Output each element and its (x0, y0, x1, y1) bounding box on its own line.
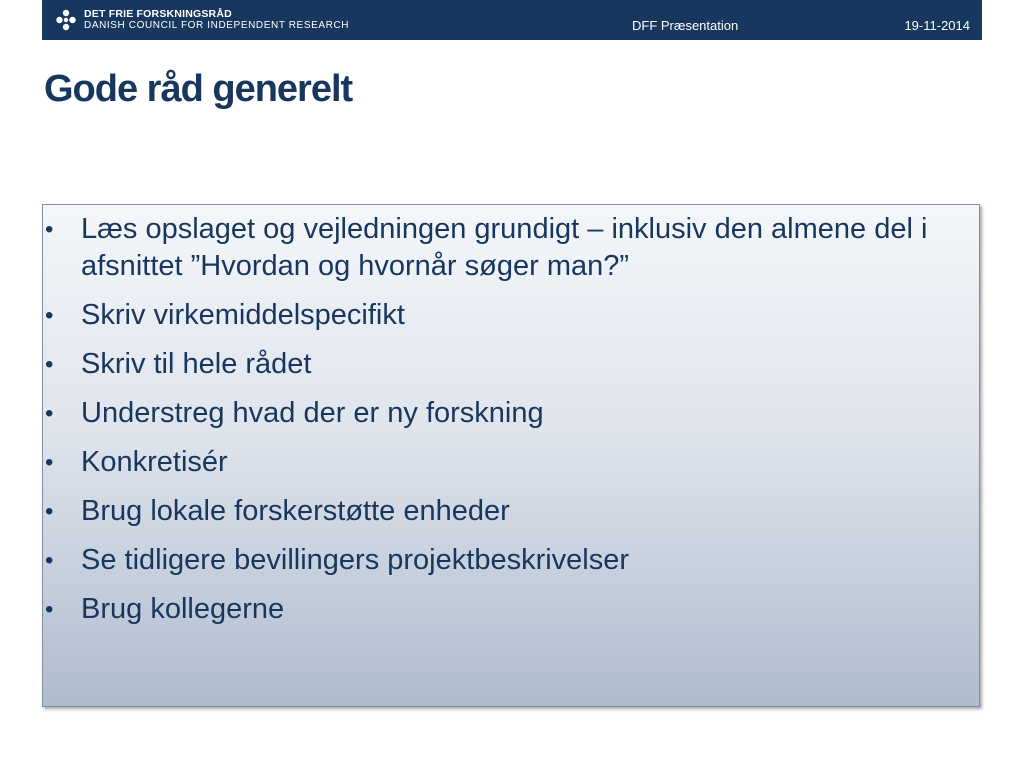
bullet-item (43, 346, 941, 383)
dff-logo (54, 6, 349, 34)
bullet-item (43, 395, 941, 432)
bullet-item (43, 542, 941, 579)
bullet-icon: • (45, 547, 54, 574)
bullet-text: Brug kollegerne (81, 593, 285, 625)
bullet-icon: • (45, 216, 54, 243)
bullet-text: Understreg hvad der er ny forskning (81, 397, 544, 429)
bullet-list (43, 205, 979, 628)
presentation-name: DFF Præsentation (632, 18, 739, 33)
slide-title: Gode råd generelt (44, 68, 353, 110)
bullet-icon: • (45, 400, 54, 427)
logo-subtitle: DANISH COUNCIL FOR INDEPENDENT RESEARCH (84, 20, 350, 31)
bullet-text: Skriv virkemiddelspecifikt (81, 299, 405, 331)
bullet-icon: • (45, 596, 54, 623)
bullet-icon: • (45, 498, 54, 525)
bullet-icon: • (45, 351, 54, 378)
bullet-text: Konkretisér (81, 446, 228, 478)
bullet-item (43, 211, 941, 285)
logo-title: DET FRIE FORSKNINGSRÅD (84, 8, 232, 20)
bullet-text: Se tidligere bevillingers projektbeskrivelser (81, 544, 630, 576)
presentation-date: 19-11-2014 (904, 18, 970, 33)
bullet-text: Læs opslaget og vejledningen grundigt – inklusiv den almene del i afsnittet ”Hvordan og hvornår søger man?” (81, 213, 928, 282)
bullet-icon: • (45, 302, 54, 329)
bullet-text: Brug lokale forskerstøtte enheder (81, 495, 510, 527)
bullet-text: Skriv til hele rådet (81, 348, 312, 380)
bullet-item (43, 444, 941, 481)
bullet-item (43, 591, 941, 628)
bullet-icon: • (45, 449, 54, 476)
dff-logo-icon (54, 8, 78, 32)
content-box (42, 204, 980, 707)
bullet-item (43, 297, 941, 334)
bullet-item (43, 493, 941, 530)
header-bar (42, 0, 982, 40)
